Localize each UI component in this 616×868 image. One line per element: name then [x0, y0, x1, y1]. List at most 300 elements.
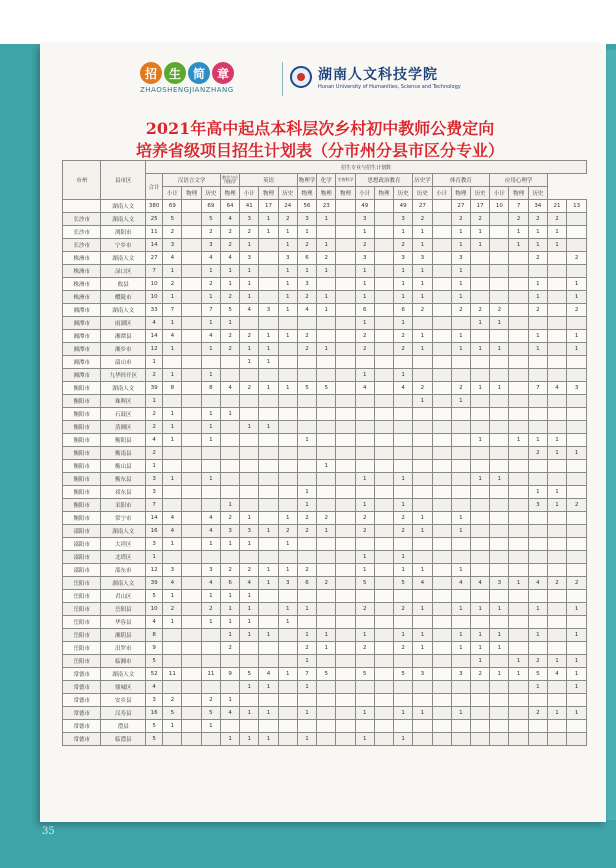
- county-cell: 九华经开区: [101, 369, 146, 382]
- count-cell: [490, 564, 509, 577]
- count-cell: [182, 200, 201, 213]
- count-cell: 64: [220, 200, 239, 213]
- count-cell: 3: [413, 252, 432, 265]
- count-cell: [490, 551, 509, 564]
- count-cell: 1: [394, 551, 413, 564]
- count-cell: [374, 642, 393, 655]
- count-cell: 1: [413, 330, 432, 343]
- table-row: [63, 707, 587, 720]
- count-cell: [471, 512, 490, 525]
- count-cell: 1: [297, 655, 316, 668]
- count-cell: 1: [394, 278, 413, 291]
- count-cell: [355, 538, 374, 551]
- count-cell: [201, 655, 220, 668]
- count-cell: [490, 239, 509, 252]
- count-cell: [355, 356, 374, 369]
- count-cell: 1: [163, 408, 182, 421]
- header-major: 思想政治教育: [355, 174, 413, 187]
- count-cell: [471, 616, 490, 629]
- count-cell: [278, 447, 297, 460]
- count-cell: 3: [240, 525, 259, 538]
- count-cell: 1: [220, 265, 239, 278]
- count-cell: [432, 252, 451, 265]
- count-cell: [567, 213, 587, 226]
- count-cell: [336, 629, 355, 642]
- count-cell: 2: [528, 252, 547, 265]
- count-cell: 2: [240, 330, 259, 343]
- count-cell: 1: [201, 369, 220, 382]
- count-cell: [336, 681, 355, 694]
- count-cell: 8: [146, 629, 163, 642]
- count-cell: 1: [259, 707, 278, 720]
- count-cell: 2: [528, 304, 547, 317]
- count-cell: 1: [163, 434, 182, 447]
- count-cell: [451, 655, 470, 668]
- count-cell: [394, 616, 413, 629]
- count-cell: [278, 408, 297, 421]
- count-cell: [471, 395, 490, 408]
- count-cell: [259, 278, 278, 291]
- count-cell: 1: [394, 473, 413, 486]
- count-cell: 1: [509, 577, 528, 590]
- count-cell: [432, 239, 451, 252]
- count-cell: [374, 421, 393, 434]
- count-cell: 1: [317, 291, 336, 304]
- table-row: [63, 408, 587, 421]
- count-cell: 1: [278, 603, 297, 616]
- count-cell: 2: [547, 577, 566, 590]
- count-cell: 10: [146, 278, 163, 291]
- page-number: 35: [42, 826, 55, 837]
- count-cell: [413, 551, 432, 564]
- header-major: 数学与应用数学: [220, 174, 239, 187]
- count-cell: 2: [146, 408, 163, 421]
- count-cell: 4: [163, 252, 182, 265]
- count-cell: [201, 551, 220, 564]
- count-cell: [259, 603, 278, 616]
- count-cell: [163, 642, 182, 655]
- count-cell: 4: [240, 577, 259, 590]
- count-cell: [471, 733, 490, 746]
- count-cell: [432, 278, 451, 291]
- count-cell: [317, 707, 336, 720]
- city-cell: 常德市: [63, 733, 101, 746]
- count-cell: [547, 265, 566, 278]
- count-cell: 2: [471, 213, 490, 226]
- table-row: [63, 447, 587, 460]
- count-cell: [259, 408, 278, 421]
- count-cell: [471, 252, 490, 265]
- city-cell: 衡阳市: [63, 434, 101, 447]
- count-cell: 1: [355, 473, 374, 486]
- count-cell: 4: [528, 577, 547, 590]
- count-cell: [547, 460, 566, 473]
- county-cell: 湖南人文: [101, 252, 146, 265]
- count-cell: 12: [146, 564, 163, 577]
- count-cell: [201, 356, 220, 369]
- table-row: [63, 395, 587, 408]
- count-cell: [509, 356, 528, 369]
- count-cell: [528, 421, 547, 434]
- header-subject: 小计: [240, 187, 259, 200]
- count-cell: [451, 369, 470, 382]
- count-cell: [374, 460, 393, 473]
- count-cell: 2: [163, 603, 182, 616]
- count-cell: [317, 603, 336, 616]
- count-cell: [471, 330, 490, 343]
- count-cell: [374, 486, 393, 499]
- count-cell: 1: [201, 408, 220, 421]
- count-cell: 4: [163, 512, 182, 525]
- count-cell: 1: [240, 421, 259, 434]
- count-cell: [182, 447, 201, 460]
- count-cell: 4: [471, 577, 490, 590]
- count-cell: [317, 551, 336, 564]
- count-cell: [374, 473, 393, 486]
- count-cell: 2: [355, 239, 374, 252]
- count-cell: 1: [490, 668, 509, 681]
- count-cell: 1: [297, 733, 316, 746]
- count-cell: [220, 395, 239, 408]
- count-cell: [201, 499, 220, 512]
- count-cell: 1: [163, 291, 182, 304]
- count-cell: [413, 356, 432, 369]
- count-cell: 1: [297, 434, 316, 447]
- header-subject: 物理: [317, 187, 336, 200]
- count-cell: [259, 447, 278, 460]
- count-cell: [317, 395, 336, 408]
- count-cell: 3: [201, 564, 220, 577]
- count-cell: [413, 655, 432, 668]
- count-cell: [297, 590, 316, 603]
- count-cell: 4: [297, 304, 316, 317]
- count-cell: [240, 694, 259, 707]
- count-cell: 6: [297, 577, 316, 590]
- count-cell: [297, 408, 316, 421]
- logo-badge: 章: [212, 62, 234, 84]
- count-cell: [547, 343, 566, 356]
- count-cell: [567, 538, 587, 551]
- count-cell: [509, 473, 528, 486]
- count-cell: [490, 408, 509, 421]
- count-cell: 1: [413, 291, 432, 304]
- count-cell: [355, 486, 374, 499]
- count-cell: [355, 408, 374, 421]
- count-cell: [451, 473, 470, 486]
- count-cell: [413, 590, 432, 603]
- count-cell: [336, 291, 355, 304]
- city-cell: 常德市: [63, 694, 101, 707]
- enrollment-plan-table: [62, 160, 587, 746]
- count-cell: 2: [355, 642, 374, 655]
- count-cell: [471, 564, 490, 577]
- count-cell: 1: [451, 291, 470, 304]
- count-cell: [259, 512, 278, 525]
- count-cell: [278, 720, 297, 733]
- county-cell: 湖南人文: [101, 668, 146, 681]
- count-cell: [432, 460, 451, 473]
- header-major: 物理学: [297, 174, 316, 187]
- count-cell: 1: [278, 538, 297, 551]
- count-cell: [374, 603, 393, 616]
- count-cell: 3: [278, 252, 297, 265]
- count-cell: [240, 447, 259, 460]
- count-cell: [163, 499, 182, 512]
- count-cell: 2: [355, 330, 374, 343]
- count-cell: [547, 473, 566, 486]
- count-cell: 1: [528, 603, 547, 616]
- count-cell: 2: [163, 278, 182, 291]
- table-row: [63, 213, 587, 226]
- count-cell: 13: [567, 200, 587, 213]
- table-header: [63, 161, 587, 200]
- count-cell: 1: [451, 265, 470, 278]
- count-cell: [201, 681, 220, 694]
- count-cell: [182, 317, 201, 330]
- count-cell: [259, 616, 278, 629]
- count-cell: [220, 356, 239, 369]
- count-cell: 1: [567, 681, 587, 694]
- count-cell: 69: [163, 200, 182, 213]
- count-cell: 1: [490, 343, 509, 356]
- county-cell: 华容县: [101, 616, 146, 629]
- count-cell: 1: [278, 616, 297, 629]
- count-cell: [317, 421, 336, 434]
- count-cell: [394, 720, 413, 733]
- count-cell: 2: [201, 278, 220, 291]
- top-margin: [0, 0, 616, 44]
- county-cell: 湖南人文: [101, 525, 146, 538]
- count-cell: 3: [355, 213, 374, 226]
- count-cell: [278, 473, 297, 486]
- header-subject: 历史: [201, 187, 220, 200]
- count-cell: 1: [413, 629, 432, 642]
- count-cell: [317, 616, 336, 629]
- count-cell: [278, 551, 297, 564]
- table-row: [63, 603, 587, 616]
- count-cell: 8: [163, 382, 182, 395]
- count-cell: 2: [220, 226, 239, 239]
- count-cell: [278, 707, 297, 720]
- count-cell: 1: [394, 733, 413, 746]
- count-cell: 7: [509, 200, 528, 213]
- count-cell: 4: [220, 252, 239, 265]
- count-cell: 1: [490, 642, 509, 655]
- count-cell: 1: [240, 616, 259, 629]
- count-cell: [317, 564, 336, 577]
- count-cell: [297, 473, 316, 486]
- count-cell: [201, 629, 220, 642]
- count-cell: [509, 707, 528, 720]
- count-cell: 5: [201, 707, 220, 720]
- county-cell: 汉寿县: [101, 707, 146, 720]
- count-cell: 1: [220, 499, 239, 512]
- count-cell: [259, 460, 278, 473]
- county-cell: 澧县: [101, 720, 146, 733]
- county-cell: 珠晖区: [101, 395, 146, 408]
- count-cell: 1: [220, 733, 239, 746]
- count-cell: 2: [451, 382, 470, 395]
- count-cell: [278, 642, 297, 655]
- count-cell: 4: [547, 382, 566, 395]
- header-subject: 历史: [471, 187, 490, 200]
- logo-badge: 生: [164, 62, 186, 84]
- count-cell: [278, 629, 297, 642]
- count-cell: [374, 668, 393, 681]
- count-cell: 1: [509, 239, 528, 252]
- count-cell: [413, 369, 432, 382]
- count-cell: [317, 590, 336, 603]
- count-cell: [355, 590, 374, 603]
- count-cell: 1: [259, 733, 278, 746]
- count-cell: 7: [528, 382, 547, 395]
- count-cell: [547, 421, 566, 434]
- table-row: [63, 720, 587, 733]
- count-cell: 1: [490, 317, 509, 330]
- count-cell: [509, 551, 528, 564]
- count-cell: 2: [528, 447, 547, 460]
- university-seal-icon: [290, 66, 312, 88]
- count-cell: 4: [355, 382, 374, 395]
- count-cell: [336, 551, 355, 564]
- count-cell: 1: [297, 486, 316, 499]
- count-cell: 2: [413, 213, 432, 226]
- count-cell: 1: [471, 317, 490, 330]
- count-cell: [374, 356, 393, 369]
- count-cell: 1: [451, 707, 470, 720]
- count-cell: [240, 655, 259, 668]
- count-cell: [509, 564, 528, 577]
- count-cell: 1: [355, 317, 374, 330]
- count-cell: [413, 317, 432, 330]
- count-cell: 4: [201, 512, 220, 525]
- count-cell: 23: [317, 200, 336, 213]
- count-cell: 1: [220, 538, 239, 551]
- count-cell: 1: [163, 421, 182, 434]
- count-cell: [374, 577, 393, 590]
- count-cell: [567, 408, 587, 421]
- count-cell: [451, 460, 470, 473]
- count-cell: [259, 694, 278, 707]
- count-cell: 1: [163, 590, 182, 603]
- count-cell: [278, 343, 297, 356]
- count-cell: [278, 460, 297, 473]
- count-cell: [509, 421, 528, 434]
- count-cell: [547, 317, 566, 330]
- count-cell: [567, 226, 587, 239]
- count-cell: 4: [146, 616, 163, 629]
- count-cell: [490, 694, 509, 707]
- count-cell: [509, 629, 528, 642]
- count-cell: [374, 707, 393, 720]
- count-cell: 2: [394, 343, 413, 356]
- count-cell: 3: [567, 382, 587, 395]
- count-cell: [509, 603, 528, 616]
- city-cell: 株洲市: [63, 252, 101, 265]
- count-cell: 1: [451, 603, 470, 616]
- count-cell: 2: [297, 291, 316, 304]
- count-cell: 5: [317, 668, 336, 681]
- count-cell: [317, 356, 336, 369]
- count-cell: [278, 395, 297, 408]
- count-cell: 10: [146, 603, 163, 616]
- count-cell: [528, 694, 547, 707]
- count-cell: [528, 408, 547, 421]
- count-cell: [432, 473, 451, 486]
- count-cell: 3: [146, 694, 163, 707]
- count-cell: 3: [394, 252, 413, 265]
- count-cell: [240, 369, 259, 382]
- count-cell: [567, 460, 587, 473]
- count-cell: [297, 356, 316, 369]
- count-cell: [317, 226, 336, 239]
- count-cell: 1: [297, 629, 316, 642]
- count-cell: 2: [394, 642, 413, 655]
- count-cell: 2: [528, 655, 547, 668]
- count-cell: [201, 395, 220, 408]
- count-cell: [394, 395, 413, 408]
- table-body: [63, 200, 587, 746]
- city-cell: 衡阳市: [63, 408, 101, 421]
- count-cell: 4: [547, 668, 566, 681]
- admissions-logo-pinyin: ZHAOSHENGJIANZHANG: [140, 86, 234, 94]
- count-cell: 2: [528, 707, 547, 720]
- count-cell: 1: [567, 343, 587, 356]
- count-cell: 1: [355, 278, 374, 291]
- count-cell: 1: [201, 291, 220, 304]
- count-cell: [471, 265, 490, 278]
- count-cell: 9: [220, 668, 239, 681]
- count-cell: 1: [528, 278, 547, 291]
- count-cell: 1: [451, 564, 470, 577]
- count-cell: 1: [146, 395, 163, 408]
- count-cell: [317, 720, 336, 733]
- count-cell: 4: [451, 577, 470, 590]
- count-cell: [297, 694, 316, 707]
- header-major: 化学: [317, 174, 336, 187]
- header-major: 生物科学: [336, 174, 355, 187]
- count-cell: 1: [451, 642, 470, 655]
- count-cell: 2: [394, 330, 413, 343]
- county-cell: 临湘市: [101, 655, 146, 668]
- table-row: [63, 343, 587, 356]
- count-cell: 1: [413, 278, 432, 291]
- count-cell: [182, 655, 201, 668]
- count-cell: 1: [278, 382, 297, 395]
- count-cell: 1: [201, 317, 220, 330]
- count-cell: [490, 421, 509, 434]
- count-cell: [182, 681, 201, 694]
- count-cell: [547, 395, 566, 408]
- count-cell: 1: [509, 434, 528, 447]
- count-cell: [432, 655, 451, 668]
- table-row: [63, 226, 587, 239]
- count-cell: 2: [317, 512, 336, 525]
- count-cell: 4: [163, 525, 182, 538]
- count-cell: 2: [490, 304, 509, 317]
- header-total: 合计: [146, 174, 163, 200]
- count-cell: 4: [146, 681, 163, 694]
- count-cell: [278, 694, 297, 707]
- count-cell: 2: [394, 525, 413, 538]
- count-cell: [528, 317, 547, 330]
- count-cell: [220, 369, 239, 382]
- county-cell: 宁乡市: [101, 239, 146, 252]
- table-row: [63, 590, 587, 603]
- header-subject: 物理: [374, 187, 393, 200]
- university-name: 湖南人文科技学院: [318, 67, 438, 83]
- table-row: [63, 317, 587, 330]
